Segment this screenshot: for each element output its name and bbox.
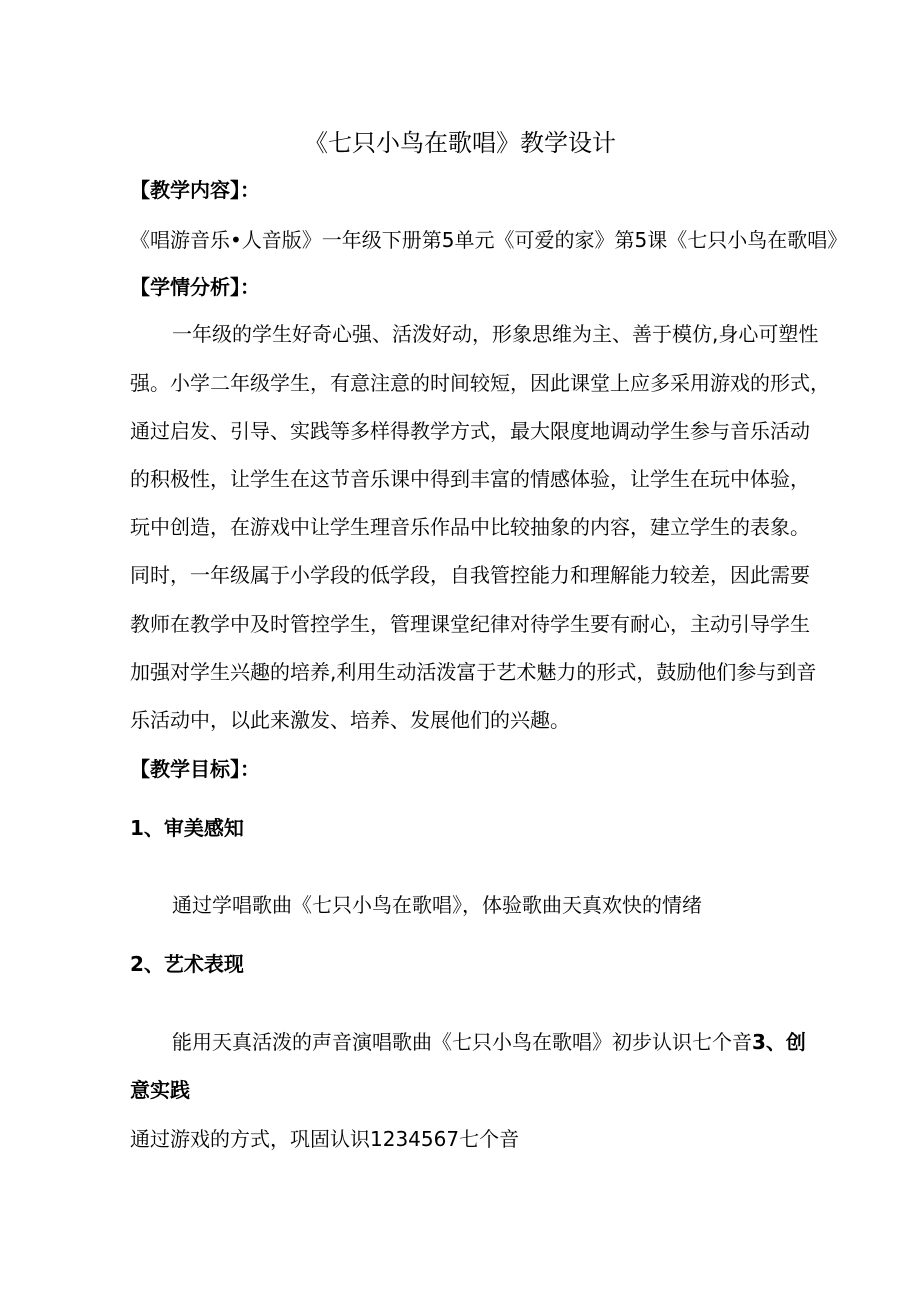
content-text: 《唱游音乐•人音版》一年级下册第5单元《可爱的家》第5课《七只小鸟在歌唱》	[130, 228, 848, 252]
analysis-line: 教师在教学中及时管控学生，管理课堂纪律对待学生要有耐心，主动引导学生	[130, 612, 810, 636]
analysis-line: 玩中创造，在游戏中让学生理音乐作品中比较抽象的内容，建立学生的表象。	[130, 515, 810, 539]
section-heading-analysis: 【学情分析】：	[130, 275, 260, 299]
goal-text-expression-body: 能用天真活泼的声音演唱歌曲《七只小鸟在歌唱》初步认识七个音	[172, 1030, 752, 1054]
section-heading-content: 【教学内容】：	[130, 178, 260, 202]
analysis-line: 加强对学生兴趣的培养,利用生动活泼富于艺术魅力的形式，鼓励他们参与到音	[130, 660, 817, 684]
analysis-line: 一年级的学生好奇心强、活泼好动，形象思维为主、善于模仿,身心可塑性	[172, 322, 819, 346]
document-title: 《七只小鸟在歌唱》教学设计	[304, 129, 616, 157]
goal-label-practice-start: 3、创	[752, 1030, 806, 1054]
goal-text-expression	[172, 1028, 806, 1056]
goal-label-expression: 2、艺术表现	[130, 952, 244, 976]
goal-text-aesthetic: 通过学唱歌曲《七只小鸟在歌唱》，体验歌曲天真欢快的情绪	[172, 893, 702, 917]
section-heading-goals: 【教学目标】：	[130, 757, 260, 781]
goal-label-practice-end: 意实践	[130, 1078, 190, 1102]
goal-text-practice: 通过游戏的方式，巩固认识1234567七个音	[130, 1127, 520, 1151]
analysis-line: 乐活动中，以此来激发、培养、发展他们的兴趣。	[130, 708, 570, 732]
analysis-line: 强。小学二年级学生，有意注意的时间较短，因此课堂上应多采用游戏的形式，	[130, 371, 830, 395]
analysis-line: 同时，一年级属于小学段的低学段，自我管控能力和理解能力较差，因此需要	[130, 563, 810, 587]
goal-label-aesthetic: 1、审美感知	[130, 816, 244, 840]
analysis-line: 通过启发、引导、实践等多样得教学方式，最大限度地调动学生参与音乐活动	[130, 419, 810, 443]
analysis-line: 的积极性，让学生在这节音乐课中得到丰富的情感体验，让学生在玩中体验，	[130, 467, 810, 491]
